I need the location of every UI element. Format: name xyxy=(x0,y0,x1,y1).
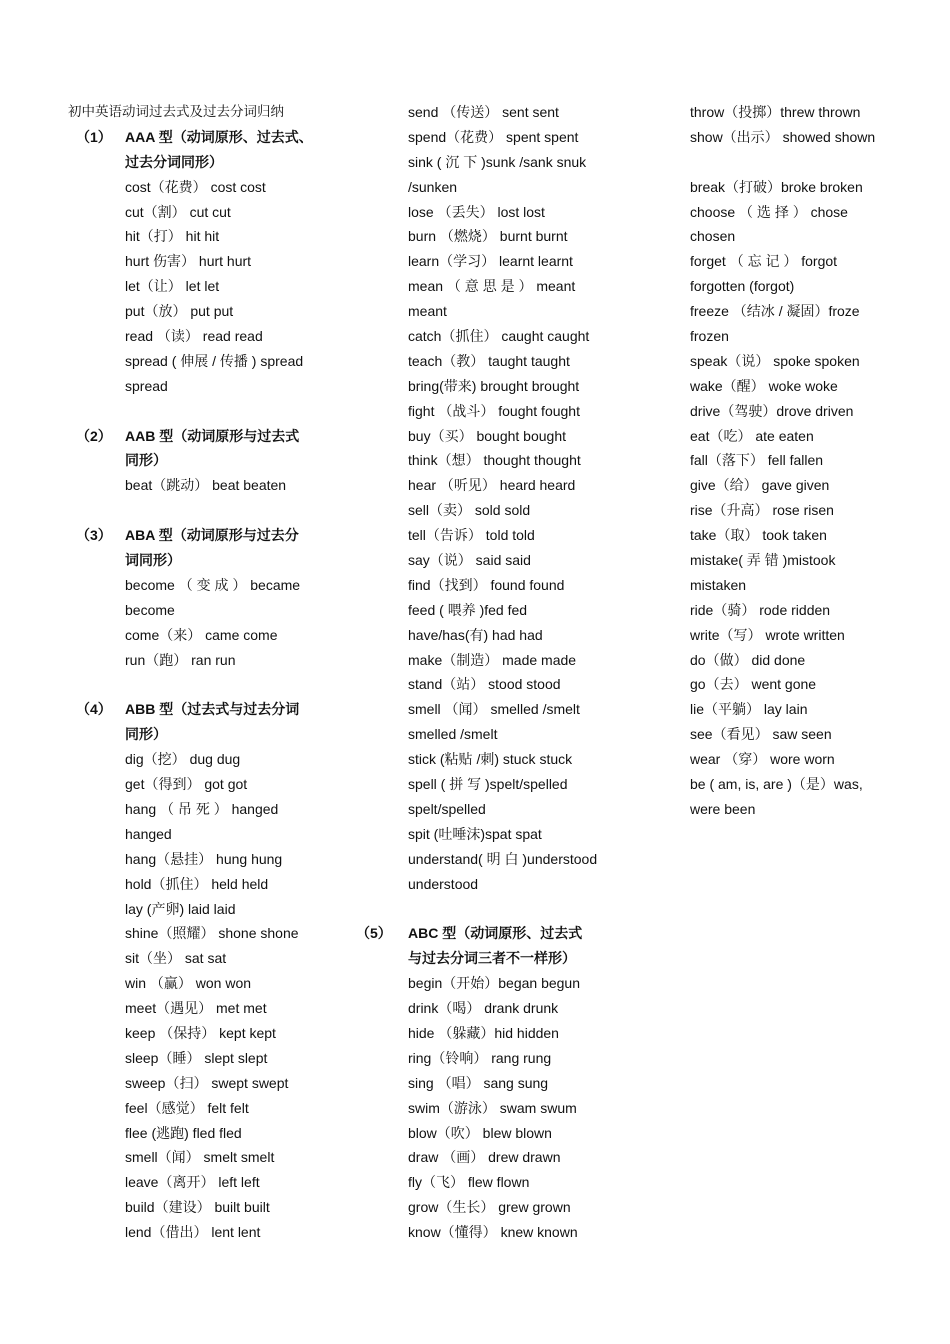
verb-entry: lie（平躺） lay lain xyxy=(690,701,808,718)
verb-entry: build（建设） built built xyxy=(125,1199,270,1216)
verb-entry: write（写） wrote written xyxy=(690,626,845,643)
verb-entry: teach（教） taught taught xyxy=(408,352,570,369)
column-1 xyxy=(68,100,328,1245)
verb-entry: throw（投掷）threw thrown xyxy=(690,104,861,120)
verb-entry: understood xyxy=(408,875,479,892)
verb-entry: understand( 明 白 )understood xyxy=(408,850,598,867)
verb-entry: take（取） took taken xyxy=(690,527,827,544)
section-label: 过去分词同形） xyxy=(125,153,223,170)
verb-entry: were been xyxy=(690,800,756,817)
verb-entry: hang （ 吊 死 ） hanged xyxy=(125,800,279,817)
verb-entry: know（懂得） knew known xyxy=(408,1224,578,1241)
verb-entry: read （读） read read xyxy=(125,328,263,345)
section-label: AAA 型（动词原形、过去式、 xyxy=(125,128,313,145)
verb-entry: freeze （结冰 / 凝固）froze xyxy=(690,303,860,320)
verb-entry: wear （穿） wore worn xyxy=(690,751,835,768)
section-label: 同形） xyxy=(125,726,167,743)
verb-entry: come（来） came come xyxy=(125,626,278,643)
section-aba-heading-cont xyxy=(68,548,328,573)
verb-entry: burn （燃烧） burnt burnt xyxy=(408,228,568,245)
verb-entry: spread ( 伸展 / 传播 ) spread xyxy=(125,352,304,369)
verb-entry: forgotten (forgot) xyxy=(690,278,795,295)
verb-entry: grow（生长） grew grown xyxy=(408,1199,571,1216)
section-aab-heading xyxy=(68,424,328,449)
verb-entry: drive（驾驶）drove driven xyxy=(690,402,854,419)
verb-entry: meant xyxy=(408,303,447,320)
verb-entry: hanged xyxy=(125,825,172,842)
verb-entry: show（出示） showed shown xyxy=(690,128,876,145)
section-aaa-heading xyxy=(68,125,328,150)
section-label: AAB 型（动词原形与过去式 xyxy=(125,427,300,444)
section-number: （1） xyxy=(76,128,112,145)
verb-entry: tell（告诉） told told xyxy=(408,527,535,544)
verb-entry: meet（遇见） met met xyxy=(125,1000,267,1017)
verb-entry: see（看见） saw seen xyxy=(690,726,832,743)
verb-entry: make（制造） made made xyxy=(408,651,577,668)
section-aab-heading-cont xyxy=(68,448,328,473)
verb-entry: let（让） let let xyxy=(125,278,220,295)
verb-entry: bring(带来) brought brought xyxy=(408,377,580,394)
verb-entry: feed ( 喂养 )fed fed xyxy=(408,601,528,618)
section-abc-heading-cont xyxy=(356,946,606,971)
verb-entry: hear （听见） heard heard xyxy=(408,477,576,494)
verb-entry: begin（开始）began begun xyxy=(408,975,581,992)
verb-entry: hurt 伤害） hurt hurt xyxy=(125,253,252,270)
verb-entry: hang（悬挂） hung hung xyxy=(125,850,283,867)
section-label: 同形） xyxy=(125,452,167,469)
page-title: 初中英语动词过去式及过去分词归纳 xyxy=(68,104,284,120)
verb-entry: draw （画） drew drawn xyxy=(408,1149,561,1166)
section-abc-heading xyxy=(356,921,606,946)
verb-entry: feel（感觉） felt felt xyxy=(125,1099,249,1116)
verb-entry: go（去） went gone xyxy=(690,676,817,693)
verb-entry: choose （ 选 择 ） chose xyxy=(690,203,848,220)
verb-entry: think（想） thought thought xyxy=(408,452,581,469)
verb-entry: put（放） put put xyxy=(125,303,234,320)
verb-entry: sleep（睡） slept slept xyxy=(125,1049,268,1066)
verb-entry: mean （ 意 思 是 ） meant xyxy=(408,278,576,295)
verb-entry: stand（站） stood stood xyxy=(408,676,561,693)
verb-entry: cost（花费） cost cost xyxy=(125,178,266,195)
verb-entry: say（说） said said xyxy=(408,552,531,569)
verb-entry: smelled /smelt xyxy=(408,726,498,743)
verb-entry: fight （战斗） fought fought xyxy=(408,402,580,419)
verb-entry: lend（借出） lent lent xyxy=(125,1224,261,1241)
verb-entry: catch（抓住） caught caught xyxy=(408,328,590,345)
verb-entry: become （ 变 成 ） became xyxy=(125,576,301,593)
section-aba-heading xyxy=(68,523,328,548)
section-abb-heading-cont xyxy=(68,722,328,747)
verb-entry: spit (吐唾沫)spat spat xyxy=(408,825,542,842)
verb-entry: run（跑） ran run xyxy=(125,651,236,668)
verb-entry: spell ( 拼 写 )spelt/spelled xyxy=(408,776,568,793)
section-number: （3） xyxy=(76,527,112,544)
verb-entry: ride（骑） rode ridden xyxy=(690,601,831,618)
verb-entry: mistake( 弄 错 )mistook xyxy=(690,552,836,569)
verb-entry: beat（跳动） beat beaten xyxy=(125,477,287,494)
verb-entry: sing （唱） sang sung xyxy=(408,1074,549,1091)
column-2 xyxy=(356,100,606,1245)
verb-entry: forget （ 忘 记 ） forgot xyxy=(690,253,838,270)
section-number: （2） xyxy=(76,427,112,444)
section-label: ABA 型（动词原形与过去分 xyxy=(125,527,299,544)
verb-entry: chosen xyxy=(690,228,736,245)
verb-entry: smell （闻） smelled /smelt xyxy=(408,701,580,718)
verb-entry: buy（买） bought bought xyxy=(408,427,566,444)
section-label: 与过去分词三者不一样形） xyxy=(408,950,576,967)
verb-entry: frozen xyxy=(690,328,729,345)
section-aaa-heading-cont xyxy=(68,150,328,175)
verb-entry: spend（花费） spent spent xyxy=(408,128,579,145)
verb-entry: mistaken xyxy=(690,576,747,593)
verb-entry: be ( am, is, are )（是）was, xyxy=(690,776,863,793)
verb-entry: shine（照耀） shone shone xyxy=(125,925,299,942)
verb-entry: swim（游泳） swam swum xyxy=(408,1099,577,1116)
verb-entry: ring（铃响） rang rung xyxy=(408,1049,552,1066)
verb-entry: hide （躲藏）hid hidden xyxy=(408,1024,559,1041)
verb-entry: eat（吃） ate eaten xyxy=(690,427,814,444)
section-label: ABC 型（动词原形、过去式 xyxy=(408,925,583,942)
section-number: （5） xyxy=(356,925,392,942)
verb-entry: sink ( 沉 下 )sunk /sank snuk xyxy=(408,153,587,170)
verb-entry: keep （保持） kept kept xyxy=(125,1024,276,1041)
verb-entry: hold（抓住） held held xyxy=(125,875,269,892)
verb-entry: sell（卖） sold sold xyxy=(408,502,531,519)
verb-entry: spread xyxy=(125,377,168,394)
verb-entry: flee (逃跑) fled fled xyxy=(125,1124,242,1141)
section-number: （4） xyxy=(76,701,112,718)
verb-entry: find（找到） found found xyxy=(408,576,565,593)
verb-entry: dig（挖） dug dug xyxy=(125,751,241,768)
verb-entry: speak（说） spoke spoken xyxy=(690,352,860,369)
verb-entry: spelt/spelled xyxy=(408,800,486,817)
verb-entry: hit（打） hit hit xyxy=(125,228,220,245)
verb-entry: win （赢） won won xyxy=(125,975,252,992)
verb-entry: learn（学习） learnt learnt xyxy=(408,253,573,270)
section-abb-heading xyxy=(68,697,328,722)
verb-entry: cut（割） cut cut xyxy=(125,203,231,220)
verb-entry: blow（吹） blew blown xyxy=(408,1124,552,1141)
verb-entry: get（得到） got got xyxy=(125,776,248,793)
verb-entry: break（打破）broke broken xyxy=(690,178,863,195)
verb-entry: give（给） gave given xyxy=(690,477,830,494)
verb-entry: fly（飞） flew flown xyxy=(408,1174,530,1191)
verb-entry: sit（坐） sat sat xyxy=(125,950,227,967)
verb-entry: smell（闻） smelt smelt xyxy=(125,1149,275,1166)
verb-entry: wake（醒） woke woke xyxy=(690,377,838,394)
verb-entry: send （传送） sent sent xyxy=(408,104,559,120)
verb-entry: leave（离开） left left xyxy=(125,1174,260,1191)
verb-entry: sweep（扫） swept swept xyxy=(125,1074,289,1091)
verb-entry: have/has(有) had had xyxy=(408,626,543,643)
verb-entry: drink（喝） drank drunk xyxy=(408,1000,559,1017)
column-3 xyxy=(690,100,884,822)
verb-entry: /sunken xyxy=(408,178,458,195)
verb-entry: become xyxy=(125,601,175,618)
verb-entry: lay (产卵) laid laid xyxy=(125,900,236,917)
verb-entry: rise（升高） rose risen xyxy=(690,502,834,519)
verb-entry: lose （丢失） lost lost xyxy=(408,203,545,220)
verb-entry: fall（落下） fell fallen xyxy=(690,452,824,469)
verb-entry: do（做） did done xyxy=(690,651,806,668)
verb-entry: stick (粘贴 /刺) stuck stuck xyxy=(408,751,573,768)
section-label: ABB 型（过去式与过去分词 xyxy=(125,701,300,718)
section-label: 词同形） xyxy=(125,552,181,569)
